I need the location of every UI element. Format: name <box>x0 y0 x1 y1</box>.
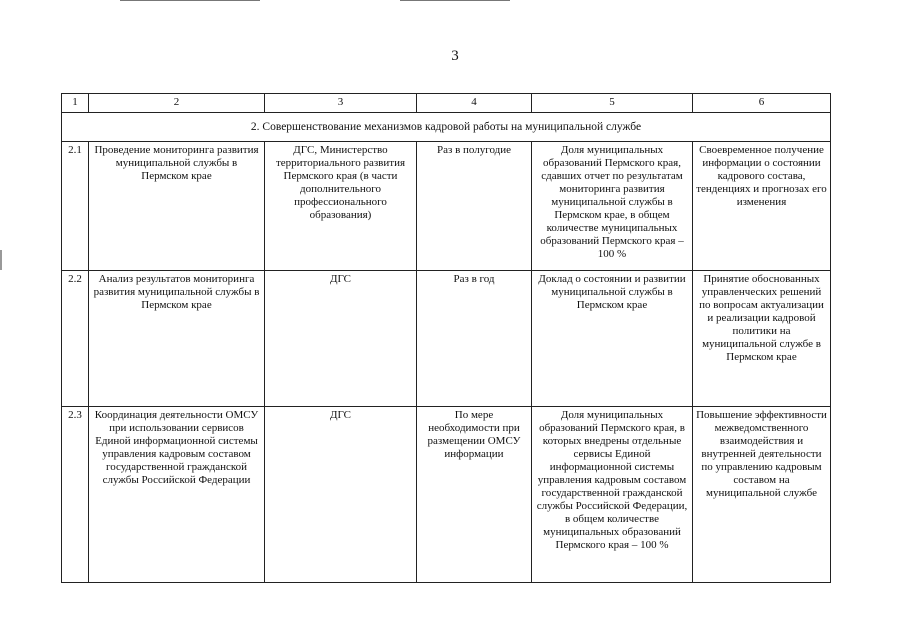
table-header-row <box>62 94 831 113</box>
section-row <box>62 113 831 142</box>
indicator-cell: Доклад о состоянии и развитии муниципальной службы в Пермском крае <box>532 271 693 407</box>
activity-cell: Проведение мониторинга развития муниципальной службы в Пермском крае <box>89 142 265 271</box>
deadline-cell: Раз в год <box>417 271 532 407</box>
header-cell: 5 <box>532 94 693 113</box>
indicator-cell: Доля муниципальных образований Пермского края, в которых внедрены отдельные сервисы Единой информационной системы управления кадровым составом государственной гражданской службы Российской Федерации, в общем количестве муниципальных образований Пермского края – 100 % <box>532 407 693 583</box>
header-cell: 4 <box>417 94 532 113</box>
result-cell: Своевременное получение информации о состоянии кадрового состава, тенденциях и прогнозах его изменения <box>693 142 831 271</box>
result-cell: Повышение эффективности межведомственного взаимодействия и внутренней деятельности по управлению кадровым составом на муниципальной службе <box>693 407 831 583</box>
section-title: 2. Совершенствование механизмов кадровой работы на муниципальной службе <box>62 113 831 142</box>
row-number: 2.1 <box>62 142 89 271</box>
result-cell: Принятие обоснованных управленческих решений по вопросам актуализации и реализации кадровой политики на муниципальной службе в Пермском крае <box>693 271 831 407</box>
header-cell: 1 <box>62 94 89 113</box>
activity-cell: Анализ результатов мониторинга развития муниципальной службы в Пермском крае <box>89 271 265 407</box>
scan-top-rule-right <box>400 0 510 1</box>
table-row <box>62 142 831 271</box>
table-row <box>62 271 831 407</box>
scan-edge-mark <box>0 250 2 270</box>
header-cell: 6 <box>693 94 831 113</box>
program-table <box>61 93 831 583</box>
row-number: 2.3 <box>62 407 89 583</box>
deadline-cell: По мере необходимости при размещении ОМСУ информации <box>417 407 532 583</box>
row-number: 2.2 <box>62 271 89 407</box>
table-row <box>62 407 831 583</box>
activity-cell: Координация деятельности ОМСУ при использовании сервисов Единой информационной системы управления кадровым составом государственной гражданской службы Российской Федерации <box>89 407 265 583</box>
deadline-cell: Раз в полугодие <box>417 142 532 271</box>
scan-top-rule-left <box>120 0 260 1</box>
executor-cell: ДГС <box>265 407 417 583</box>
indicator-cell: Доля муниципальных образований Пермского края, сдавших отчет по результатам мониторинга развития муниципальной службы в Пермском крае, в общем количестве муниципальных образований Пермского края – 100 % <box>532 142 693 271</box>
executor-cell: ДГС, Министерство территориального развития Пермского края (в части дополнительного профессионального образования) <box>265 142 417 271</box>
header-cell: 2 <box>89 94 265 113</box>
executor-cell: ДГС <box>265 271 417 407</box>
page-number: 3 <box>451 48 459 64</box>
header-cell: 3 <box>265 94 417 113</box>
